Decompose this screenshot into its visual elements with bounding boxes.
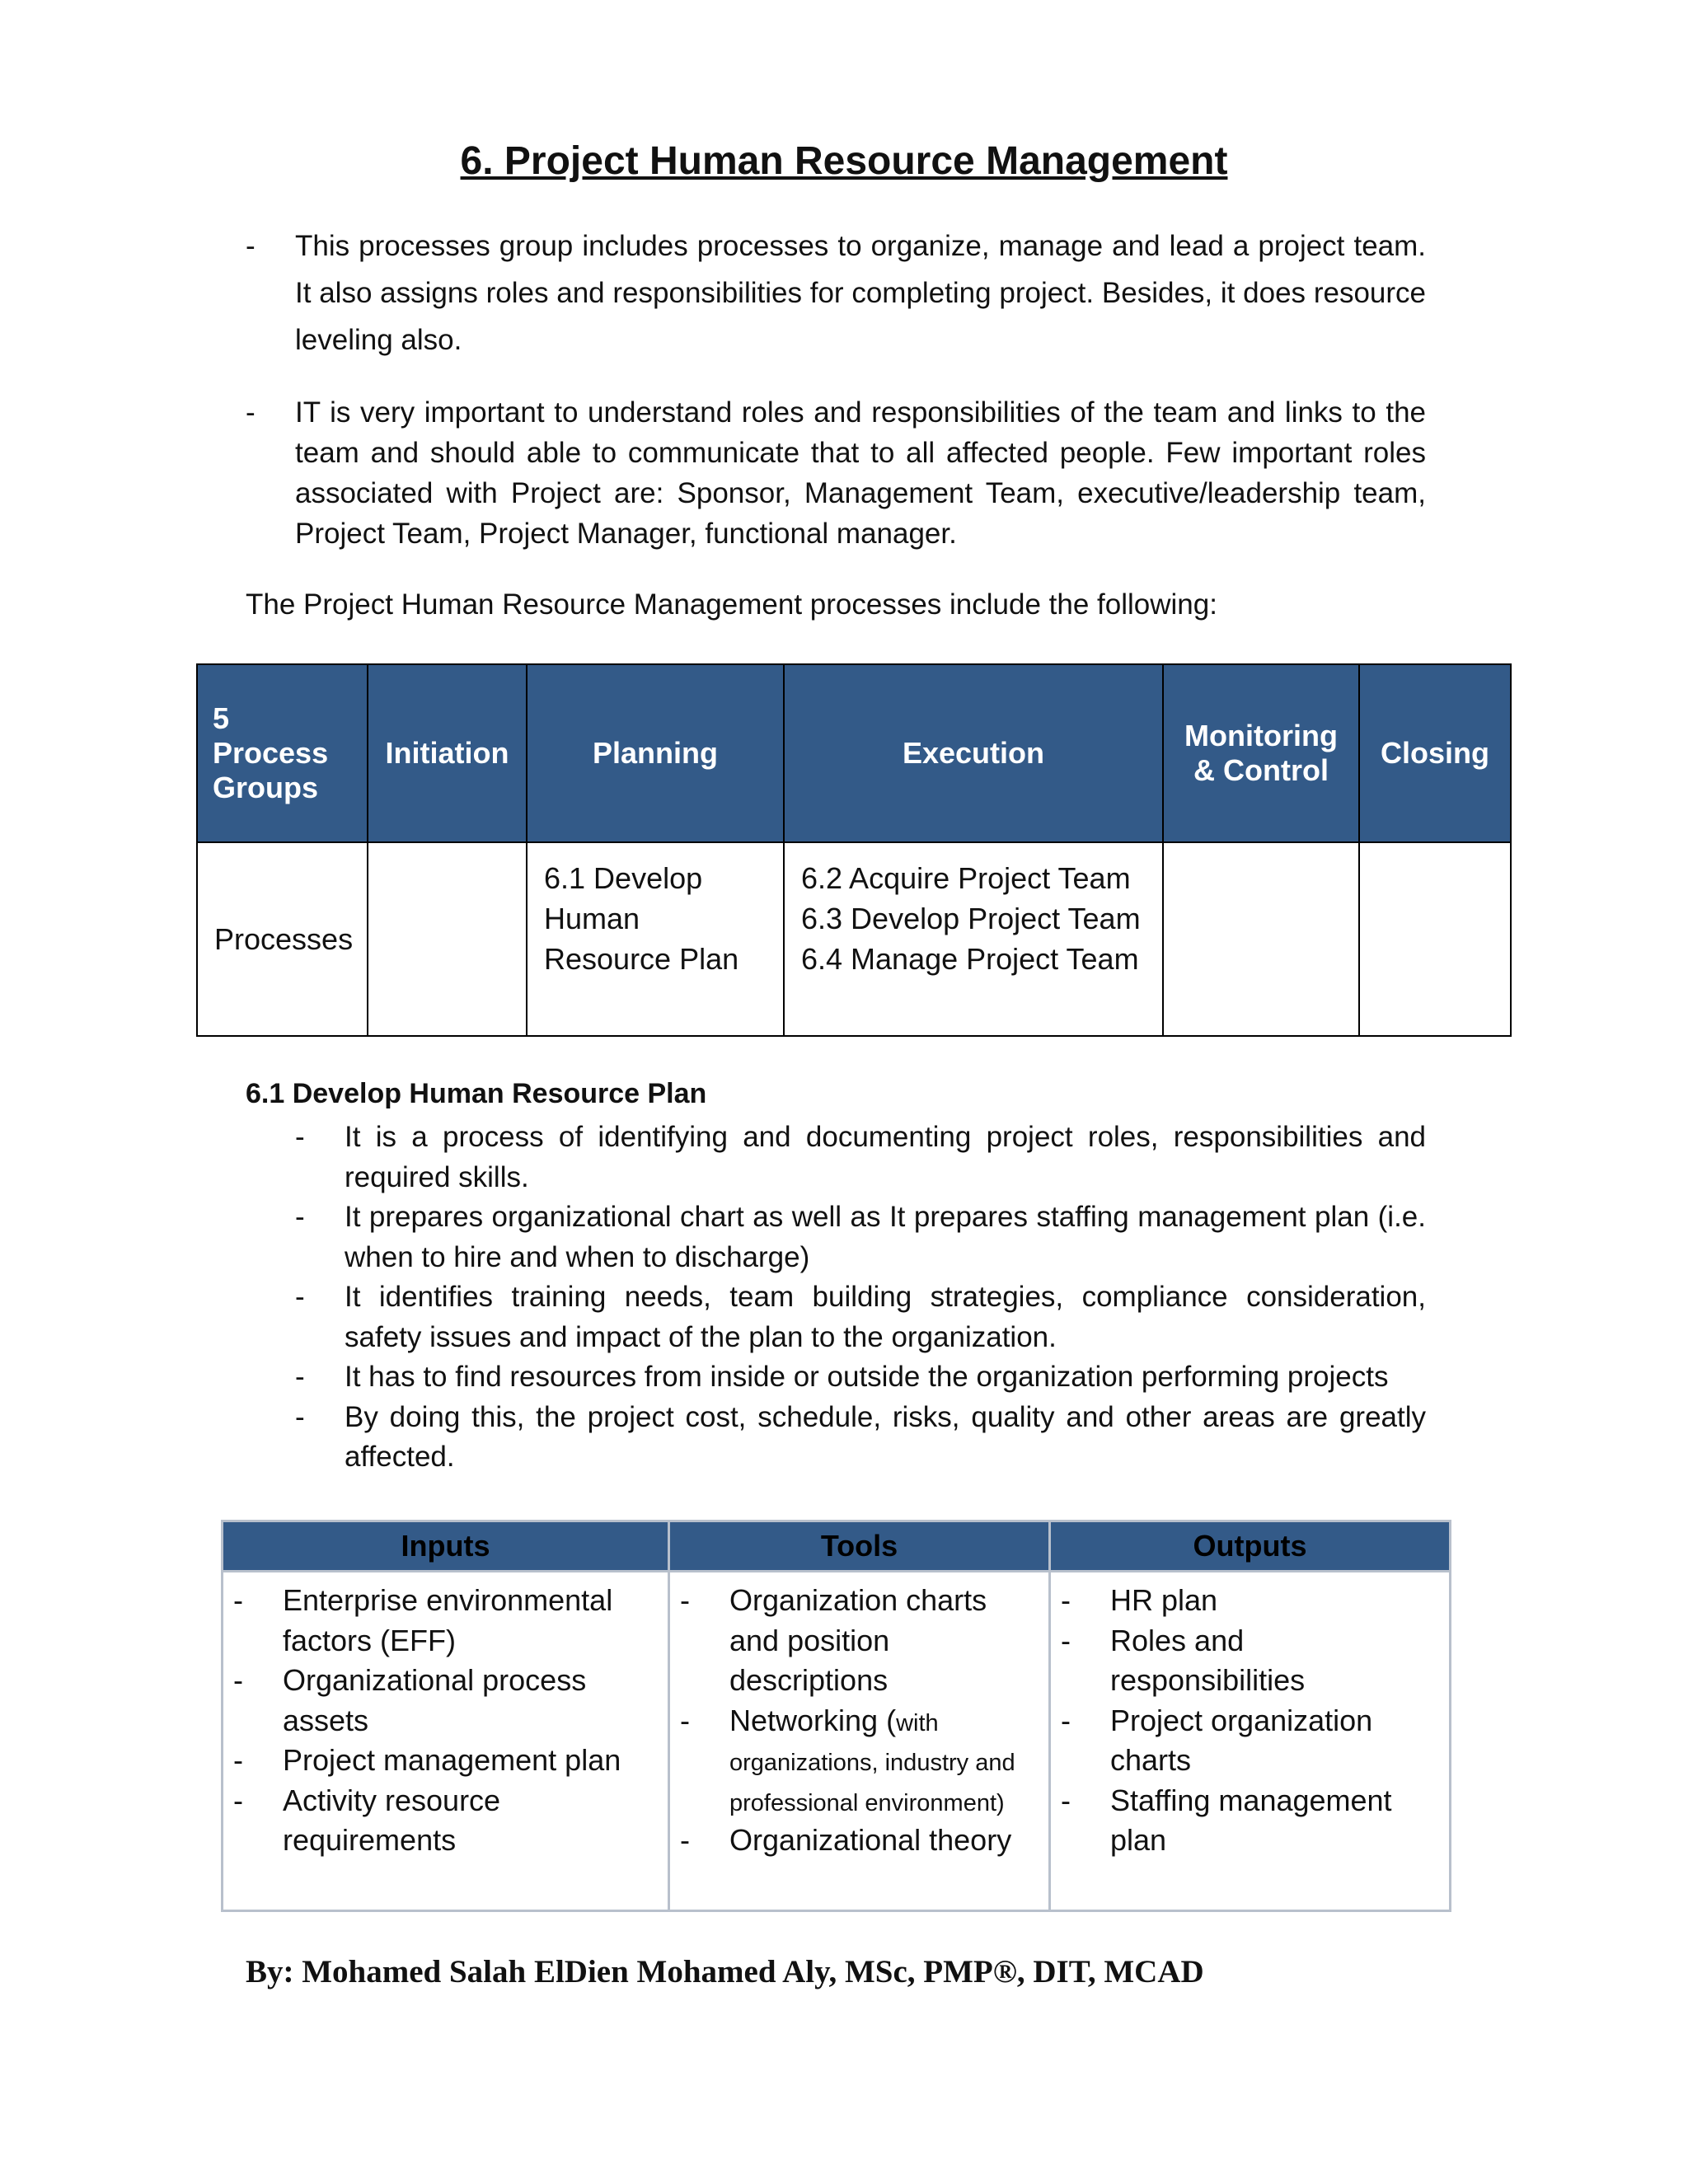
tools-cell	[669, 1572, 1050, 1911]
process-item: 6.4 Manage Project Team	[801, 942, 1139, 976]
bullet-dash: -	[246, 396, 256, 429]
process-groups-header-row	[197, 664, 1511, 842]
input-item: Activity resource requirements	[283, 1783, 501, 1857]
process-item: 6.1 Develop Human Resource Plan	[544, 861, 739, 976]
list-item-text: It is a process of identifying and documenting project roles, responsibilities and required skills.	[345, 1121, 1426, 1193]
process-item: 6.3 Develop Project Team	[801, 902, 1141, 935]
bullet-dash: -	[295, 1361, 305, 1393]
bullet-dash: -	[680, 1583, 690, 1617]
list-item-text: By doing this, the project cost, schedule, risks, quality and other areas are greatly affected.	[345, 1400, 1426, 1473]
bullet-dash: -	[246, 230, 256, 262]
list-item	[295, 1357, 1426, 1398]
header-execution: Execution	[784, 664, 1163, 842]
bullet-dash: -	[295, 1121, 305, 1153]
intro-bullet-2	[246, 392, 1426, 554]
list-item	[680, 1701, 1039, 1821]
tool-item	[729, 1701, 1039, 1821]
list-item	[295, 1277, 1426, 1357]
ito-header-row	[223, 1521, 1451, 1572]
bullet-dash: -	[233, 1743, 243, 1777]
intro-bullet-1	[246, 223, 1426, 363]
bullet-dash: -	[295, 1201, 305, 1233]
page-title: 6. Project Human Resource Management	[460, 139, 1228, 183]
section-heading: 6.1 Develop Human Resource Plan	[246, 1078, 707, 1109]
inputs-tools-outputs-table	[221, 1520, 1451, 1912]
header-planning: Planning	[527, 664, 784, 842]
author-line: By: Mohamed Salah ElDien Mohamed Aly, MSc, PMP®, DIT, MCAD	[246, 1954, 1204, 1990]
list-item	[233, 1741, 658, 1781]
bullet-dash: -	[680, 1823, 690, 1857]
bullet-dash: -	[295, 1400, 305, 1433]
header-inputs: Inputs	[223, 1521, 669, 1572]
cell-closing	[1359, 842, 1511, 1036]
list-item-text: It has to find resources from inside or outside the organization performing projects	[345, 1361, 1389, 1393]
input-item: Project management plan	[283, 1743, 621, 1777]
cell-initiation	[368, 842, 527, 1036]
input-item: Organizational process assets	[283, 1663, 587, 1737]
processes-intro: The Project Human Resource Management processes include the following:	[246, 588, 1217, 621]
cell-monitoring-control	[1163, 842, 1359, 1036]
list-item	[233, 1581, 658, 1661]
output-item: Project organization charts	[1110, 1703, 1373, 1777]
ito-body-row	[223, 1572, 1451, 1911]
header-initiation: Initiation	[368, 664, 527, 842]
bullet-dash: -	[1061, 1703, 1071, 1737]
list-item	[295, 1197, 1426, 1277]
bullet-dash: -	[1061, 1583, 1071, 1617]
list-item	[680, 1821, 1039, 1861]
output-item: HR plan	[1110, 1583, 1218, 1617]
tool-item-note: with organizations, industry and professional environment)	[729, 1709, 1015, 1816]
input-item: Enterprise environmental factors (EFF)	[283, 1583, 613, 1657]
cell-execution	[784, 842, 1163, 1036]
bullet-dash: -	[233, 1783, 243, 1817]
process-item: 6.2 Acquire Project Team	[801, 861, 1131, 895]
list-item	[295, 1398, 1426, 1478]
section-bullet-list	[295, 1118, 1426, 1478]
inputs-cell	[223, 1572, 669, 1911]
list-item	[1061, 1701, 1439, 1781]
list-item	[295, 1118, 1426, 1197]
bullet-dash: -	[233, 1583, 243, 1617]
bullet-dash: -	[1061, 1623, 1071, 1657]
header-monitoring-control: Monitoring & Control	[1163, 664, 1359, 842]
list-item	[233, 1661, 658, 1741]
list-item	[1061, 1781, 1439, 1861]
outputs-cell	[1050, 1572, 1451, 1911]
bullet-dash: -	[233, 1663, 243, 1697]
header-outputs: Outputs	[1050, 1521, 1451, 1572]
tool-item: Organizational theory	[729, 1823, 1012, 1857]
bullet-dash: -	[680, 1703, 690, 1737]
output-item: Staffing management plan	[1110, 1783, 1392, 1857]
list-item	[680, 1581, 1039, 1701]
list-item	[233, 1781, 658, 1861]
list-item	[1061, 1581, 1439, 1621]
intro-bullet-text: This processes group includes processes to organize, manage and lead a project team. It also assigns roles and responsibilities for completing project. Besides, it does resource leveling also.	[295, 230, 1426, 356]
cell-planning	[527, 842, 784, 1036]
tool-item: Organization charts and position descriptions	[729, 1583, 987, 1697]
intro-bullet-text: IT is very important to understand roles and responsibilities of the team and links to the team and should able to communicate that to all affected people. Few important roles associated with Project are: Sponsor, Management Team, executive/leadership team, Project Team, Project Manager, functional manager.	[295, 396, 1426, 550]
bullet-dash: -	[295, 1281, 305, 1313]
output-item: Roles and responsibilities	[1110, 1623, 1306, 1697]
bullet-dash: -	[1061, 1783, 1071, 1817]
processes-row	[197, 842, 1511, 1036]
header-process-groups: 5 Process Groups	[197, 664, 368, 842]
header-tools: Tools	[669, 1521, 1050, 1572]
list-item-text: It prepares organizational chart as well as It prepares staffing management plan (i.e. when to hire and when to discharge)	[345, 1201, 1426, 1273]
tool-item-main: Networking (	[729, 1703, 897, 1737]
process-groups-table	[196, 663, 1512, 1037]
list-item	[1061, 1621, 1439, 1701]
header-closing: Closing	[1359, 664, 1511, 842]
row-label-processes: Processes	[197, 842, 368, 1036]
list-item-text: It identifies training needs, team building strategies, compliance consideration, safety issues and impact of the plan to the organization.	[345, 1281, 1426, 1353]
